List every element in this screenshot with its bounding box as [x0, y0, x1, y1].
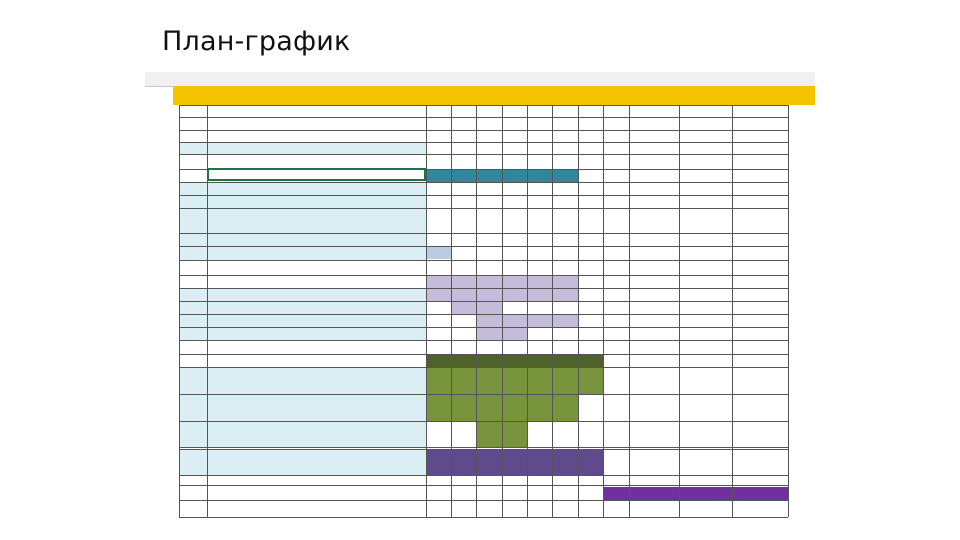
grid-vline	[732, 105, 733, 517]
grid-vline	[207, 105, 208, 517]
label-fill-num	[179, 421, 207, 434]
column-header-n[interactable]	[732, 72, 788, 86]
label-fill-num	[179, 288, 207, 301]
label-fill-text	[207, 288, 426, 301]
label-fill-num	[179, 233, 207, 246]
column-header-g[interactable]	[502, 72, 527, 86]
grid-vline	[552, 105, 553, 517]
grid-hline	[179, 340, 788, 341]
header-band	[173, 86, 815, 105]
grid-hline	[179, 233, 788, 234]
label-fill-num	[179, 182, 207, 195]
label-fill-num	[179, 220, 207, 233]
column-header-j[interactable]	[578, 72, 603, 86]
grid-hline	[179, 275, 788, 276]
grid-vline	[603, 105, 604, 517]
label-fill-text	[207, 220, 426, 233]
label-fill-num	[179, 246, 207, 260]
grid-vline	[426, 105, 427, 517]
column-header-k[interactable]	[603, 72, 629, 86]
label-fill-num	[179, 394, 207, 408]
grid-vline	[679, 105, 680, 517]
label-fill-num	[179, 195, 207, 208]
label-fill-text	[207, 381, 426, 394]
label-fill-num	[179, 301, 207, 314]
gantt-bar-grant-start	[426, 367, 603, 394]
label-fill-text	[207, 195, 426, 208]
label-fill-text	[207, 301, 426, 314]
label-fill-num	[179, 381, 207, 394]
grid-hline	[179, 475, 788, 476]
label-fill-num	[179, 449, 207, 475]
grid-hline	[179, 142, 788, 143]
label-fill-text	[207, 314, 426, 327]
grid-hline	[179, 246, 788, 247]
column-header-h[interactable]	[527, 72, 552, 86]
slide-title: План-график	[162, 26, 351, 57]
column-header-e[interactable]	[451, 72, 476, 86]
label-fill-text	[207, 449, 426, 475]
grid-hline	[179, 105, 788, 106]
grid-hline	[179, 169, 788, 170]
grid-hline	[179, 517, 788, 518]
spreadsheet	[145, 72, 815, 517]
gantt-bar-usa	[426, 449, 603, 475]
label-fill-text	[207, 246, 426, 260]
label-fill-num	[179, 208, 207, 220]
grid-hline	[179, 449, 788, 450]
label-fill-num	[179, 142, 207, 154]
grid-hline	[179, 208, 788, 209]
label-fill-text	[207, 142, 426, 154]
grid-hline	[179, 195, 788, 196]
label-fill-text	[207, 233, 426, 246]
label-fill-text	[207, 327, 426, 340]
label-fill-text	[207, 394, 426, 408]
grid-vline	[578, 105, 579, 517]
label-fill-text	[207, 208, 426, 220]
column-header-i[interactable]	[552, 72, 578, 86]
label-fill-num	[179, 434, 207, 447]
grid-hline	[179, 301, 788, 302]
grid-hline	[179, 182, 788, 183]
grid-hline	[179, 327, 788, 328]
label-fill-num	[179, 408, 207, 421]
grid-hline	[179, 260, 788, 261]
grid-vline	[451, 105, 452, 517]
gantt-bar-funding	[426, 354, 603, 367]
grid-vline	[788, 105, 789, 517]
grid-vline	[629, 105, 630, 517]
label-fill-num	[179, 314, 207, 327]
grid-hline	[179, 130, 788, 131]
grid-hline	[179, 367, 788, 368]
column-header-o[interactable]	[788, 72, 815, 86]
grid-hline	[179, 154, 788, 155]
grid-hline	[179, 354, 788, 355]
column-header-c[interactable]	[207, 72, 426, 86]
column-header-m[interactable]	[679, 72, 732, 86]
gantt-bar-registration-secret	[426, 246, 451, 259]
gantt-bar-commercial	[603, 487, 788, 500]
column-header-d[interactable]	[426, 72, 451, 86]
label-fill-text	[207, 434, 426, 447]
label-fill-num	[179, 367, 207, 381]
label-fill-text	[207, 182, 426, 195]
grid-vline	[179, 105, 180, 517]
label-fill-num	[179, 327, 207, 340]
grid-hline	[179, 485, 788, 486]
grid-hline	[179, 447, 788, 448]
grid-hline	[179, 394, 788, 395]
column-header-f[interactable]	[476, 72, 502, 86]
grid-hline	[179, 117, 788, 118]
grid-vline	[527, 105, 528, 517]
label-fill-text	[207, 408, 426, 421]
label-fill-text	[207, 367, 426, 381]
grid-hline	[179, 314, 788, 315]
grid-vline	[476, 105, 477, 517]
grid-hline	[179, 421, 788, 422]
grid-hline	[179, 500, 788, 501]
column-header-a[interactable]	[173, 72, 207, 86]
grid-vline	[502, 105, 503, 517]
grid-hline	[179, 288, 788, 289]
label-fill-text	[207, 421, 426, 434]
column-header-l[interactable]	[629, 72, 679, 86]
